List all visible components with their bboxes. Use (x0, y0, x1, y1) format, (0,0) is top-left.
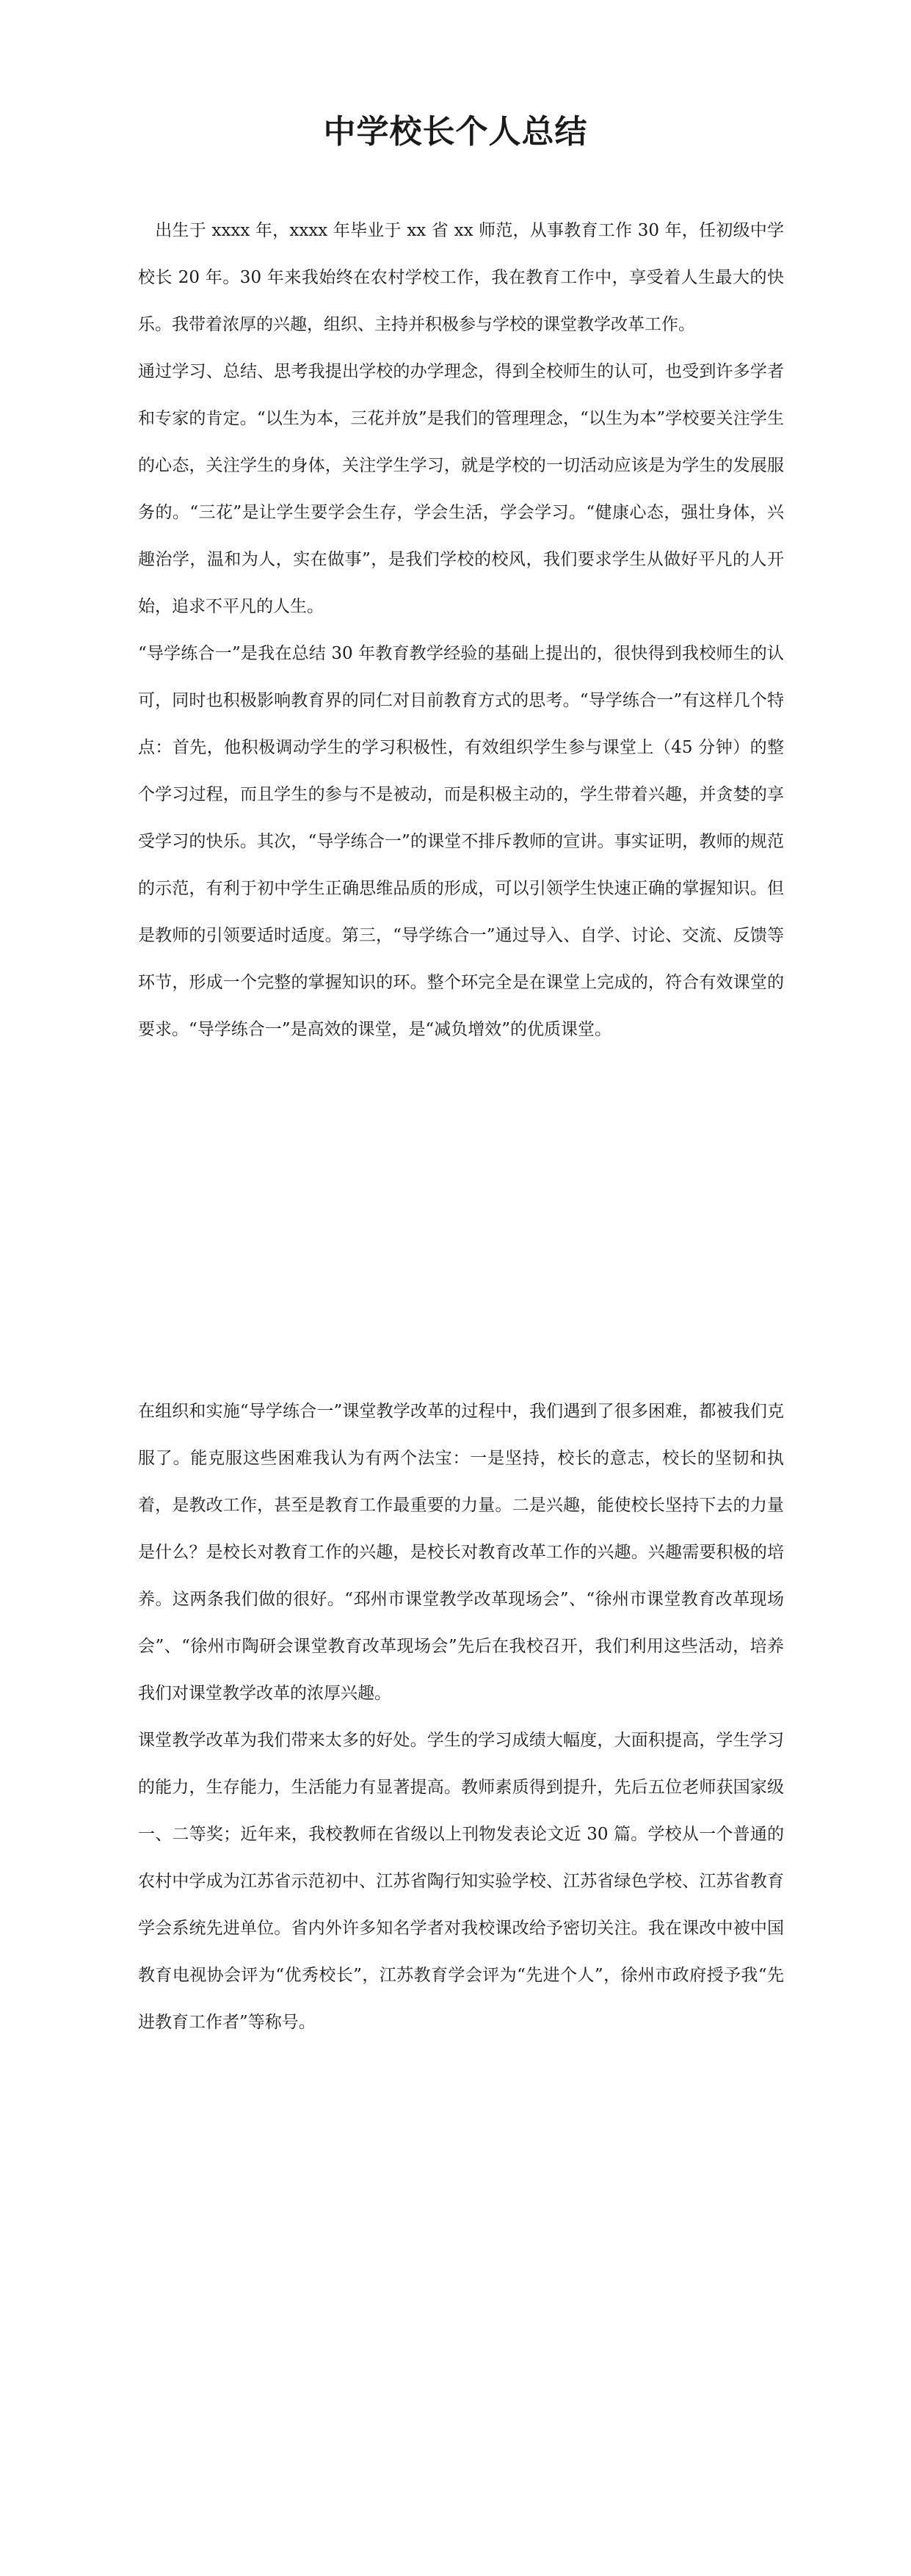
paragraph-difficulties: 在组织和实施“导学练合一”课堂教学改革的过程中，我们遇到了很多困难，都被我们克服了。能克服这些困难我认为有两个法宝：一是坚持，校长的意志，校长的坚韧和执着，是教改工作，甚至是教育工作最重要的力量。二是兴趣，能使校长坚持下去的力量是什么？是校长对教育工作的兴趣，是校长对教育改革工作的兴趣。兴趣需要积极的培养。这两条我们做的很好。“邳州市课堂教学改革现场会”、“徐州市课堂教育改革现场会”、“徐州市陶研会课堂教育改革现场会”先后在我校召开，我们利用这些活动，培养我们对课堂教学改革的浓厚兴趣。 (138, 1402, 784, 1703)
document-title: 中学校长个人总结 (323, 113, 588, 151)
page-two-body (138, 1388, 784, 2046)
paragraph-achievements: 课堂教学改革为我们带来太多的好处。学生的学习成绩大幅度，大面积提高，学生学习的能力，生存能力，生活能力有显著提高。教师素质得到提升，先后五位老师获国家级一、二等奖；近年来，我校教师在省级以上刊物发表论文近 30 篇。学校从一个普通的农村中学成为江苏省示范初中、江苏省陶行知实验学校、江苏省绿色学校、江苏省教育学会系统先进单位。省内外许多知名学者对我校课改给予密切关注。我在课改中被中国教育电视协会评为“优秀校长”，江苏教育学会评为“先进个人”，徐州市政府授予我“先进教育工作者”等称号。 (138, 1731, 784, 2032)
page-one-body (138, 207, 784, 1053)
paragraph-teaching-model: “导学练合一”是我在总结 30 年教育教学经验的基础上提出的，很快得到我校师生的认可，同时也积极影响教育界的同仁对目前教育方式的思考。“导学练合一”有这样几个特点：首先，他积极调动学生的学习积极性，有效组织学生参与课堂上（45 分钟）的整个学习过程，而且学生的参与不是被动，而是积极主动的，学生带着兴趣，并贪婪的享受学习的快乐。其次，“导学练合一”的课堂不排斥教师的宣讲。事实证明，教师的规范的示范，有利于初中学生正确思维品质的形成，可以引领学生快速正确的掌握知识。但是教师的引领要适时适度。第三，“导学练合一”通过导入、自学、讨论、交流、反馈等环节，形成一个完整的掌握知识的环。整个环完全是在课堂上完成的，符合有效课堂的要求。“导学练合一”是高效的课堂，是“减负增效”的优质课堂。 (138, 644, 784, 1039)
paragraph-philosophy: 通过学习、总结、思考我提出学校的办学理念，得到全校师生的认可，也受到许多学者和专家的肯定。“以生为本，三花并放”是我们的管理理念，“以生为本”学校要关注学生的心态，关注学生的身体，关注学生学习，就是学校的一切活动应该是为学生的发展服务的。“三花”是让学生要学会生存，学会生活，学会学习。“健康心态，强壮身体，兴趣治学，温和为人，实在做事”，是我们学校的校风，我们要求学生从做好平凡的人开始，追求不平凡的人生。 (138, 362, 784, 616)
paragraph-intro: 出生于 xxxx 年，xxxx 年毕业于 xx 省 xx 师范，从事教育工作 30 年，任初级中学校长 20 年。30 年来我始终在农村学校工作，我在教育工作中，享受着人生最大的快乐。我带着浓厚的兴趣，组织、主持并积极参与学校的课堂教学改革工作。 (138, 221, 784, 334)
